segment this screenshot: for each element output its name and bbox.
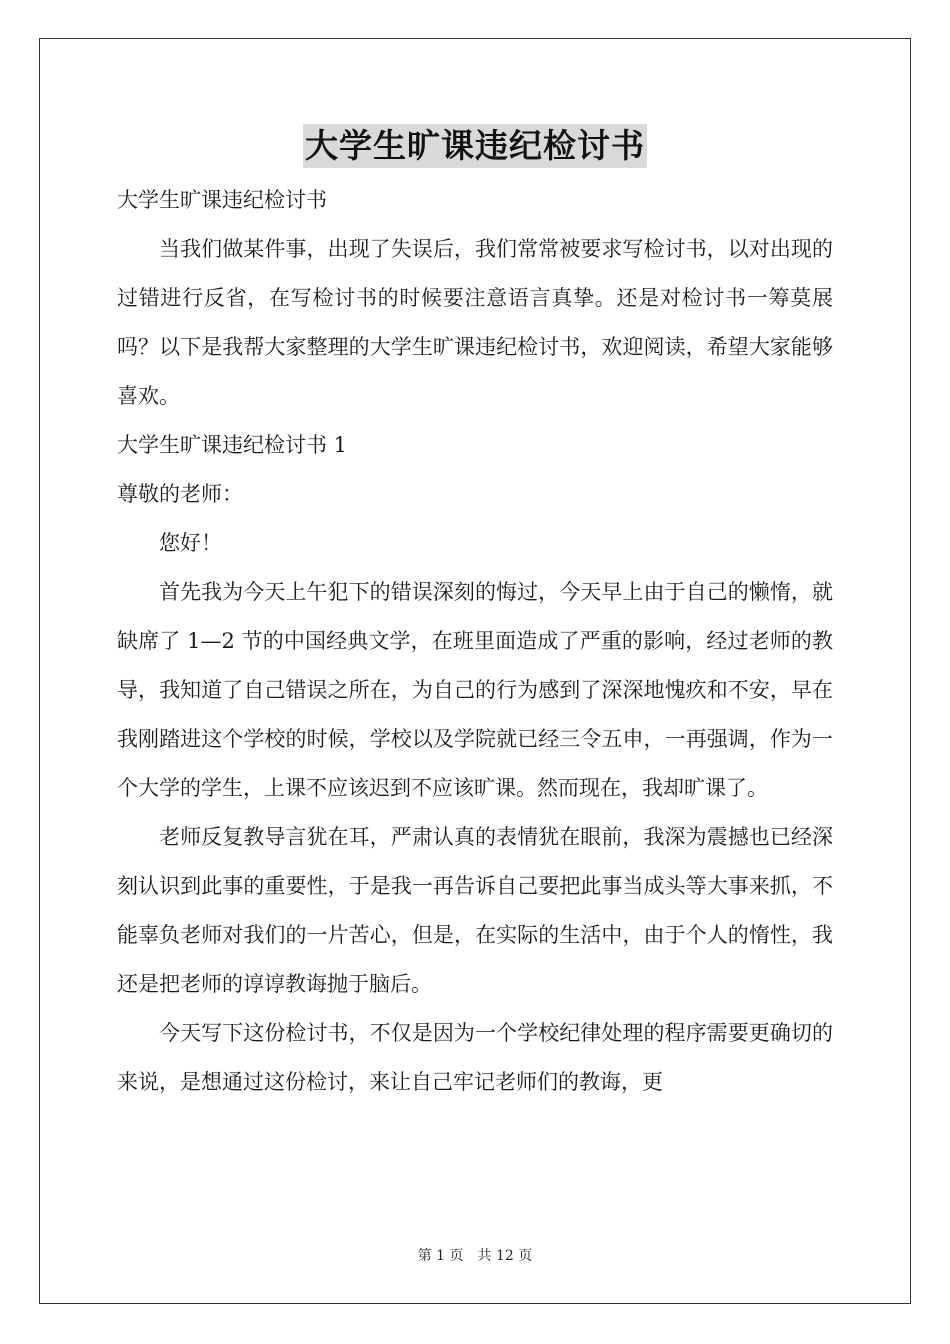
intro-paragraph: 当我们做某件事，出现了失误后，我们常常被要求写检讨书，以对出现的过错进行反省，在写检讨书的时候要注意语言真挚。还是对检讨书一筹莫展吗？以下是我帮大家整理的大学生旷课违纪检讨书，欢迎阅读，希望大家能够喜欢。 bbox=[117, 237, 833, 408]
subtitle-line: 大学生旷课违纪检讨书 bbox=[117, 188, 327, 212]
section-heading: 大学生旷课违纪检讨书 1 bbox=[117, 433, 348, 457]
body-paragraph-3: 今天写下这份检讨书，不仅是因为一个学校纪律处理的程序需要更确切的来说，是想通过这份检讨，来让自己牢记老师们的教诲，更 bbox=[117, 1021, 833, 1094]
title-container bbox=[0, 124, 950, 168]
body-paragraph-1: 首先我为今天上午犯下的错误深刻的悔过，今天早上由于自己的懒惰，就缺席了 1—2 节的中国经典文学，在班里面造成了严重的影响，经过老师的教导，我知道了自己错误之所在，为自己的行为感到了深深地愧疚和不安，早在我刚踏进这个学校的时候，学校以及学院就已经三令五申，一再强调，作为一个大学的学生，上课不应该迟到不应该旷课。然而现在，我却旷课了。 bbox=[117, 580, 833, 800]
page-footer bbox=[0, 1246, 950, 1266]
document-body bbox=[117, 176, 833, 1107]
page-total: 共 12 页 bbox=[477, 1248, 533, 1264]
greeting: 您好！ bbox=[159, 531, 222, 555]
page-number: 第 1 页 bbox=[417, 1248, 464, 1264]
salutation: 尊敬的老师： bbox=[117, 482, 243, 506]
document-title: 大学生旷课违纪检讨书 bbox=[303, 124, 647, 168]
body-paragraph-2: 老师反复教导言犹在耳，严肃认真的表情犹在眼前，我深为震撼也已经深刻认识到此事的重要性，于是我一再告诉自己要把此事当成头等大事来抓，不能辜负老师对我们的一片苦心，但是，在实际的生活中，由于个人的惰性，我还是把老师的谆谆教诲抛于脑后。 bbox=[117, 825, 833, 996]
